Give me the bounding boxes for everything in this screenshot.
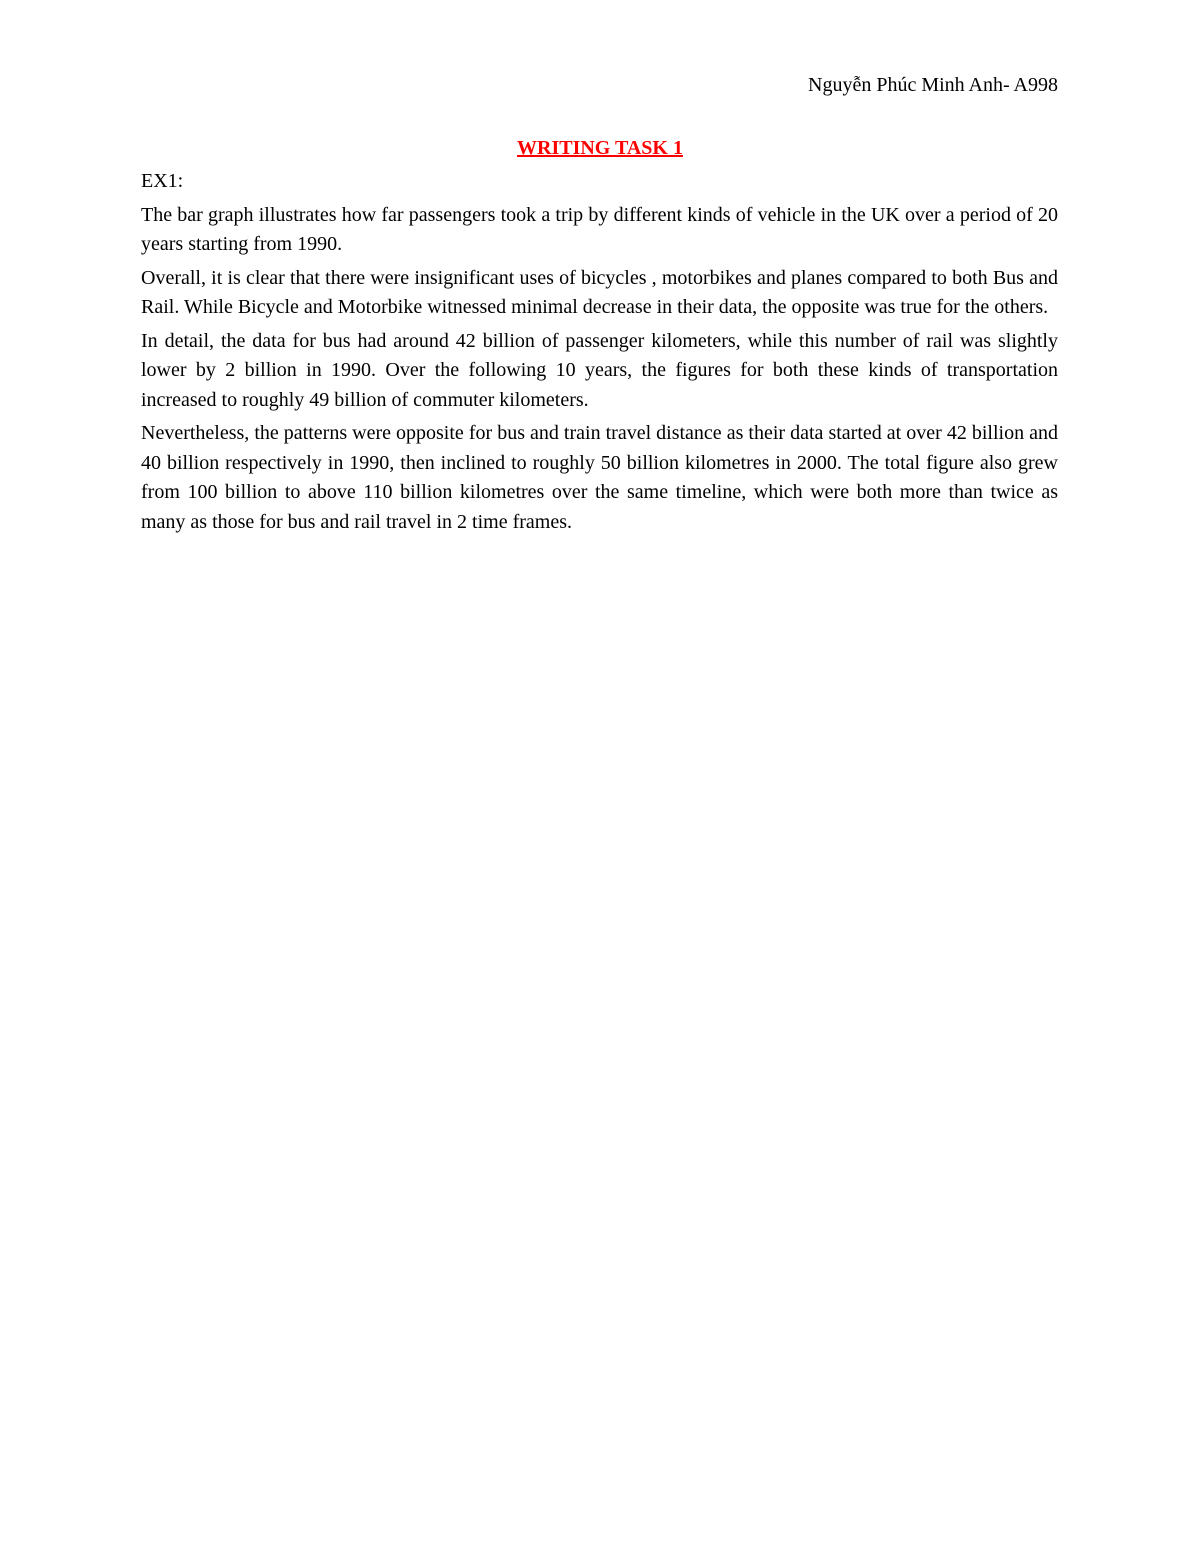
paragraph-overview: Overall, it is clear that there were insignificant uses of bicycles , motorbikes and planes compared to both Bus and Rail. While Bicycle and Motorbike witnessed minimal decrease in their data, the opposite was true for the others. <box>141 266 1058 318</box>
author-header: Nguyễn Phúc Minh Anh- A998 <box>808 74 1058 96</box>
paragraph-detail-2: Nevertheless, the patterns were opposite for bus and train travel distance as their data started at over 42 billion and 40 billion respectively in 1990, then inclined to roughly 50 billion kilometres in 2000. The total figure also grew from 100 billion to above 110 billion kilometres over the same timeline, which were both more than twice as many as those for bus and rail travel in 2 time frames. <box>141 422 1058 533</box>
paragraph-detail-1: In detail, the data for bus had around 42 billion of passenger kilometers, while this number of rail was slightly lower by 2 billion in 1990. Over the following 10 years, the figures for both these kinds of transportation increased to roughly 49 billion of commuter kilometers. <box>141 329 1058 411</box>
exercise-label: EX1: <box>141 170 184 192</box>
document-title: WRITING TASK 1 <box>517 137 683 159</box>
document-body <box>141 167 1058 541</box>
paragraph-intro: The bar graph illustrates how far passengers took a trip by different kinds of vehicle in the UK over a period of 20 years starting from 1990. <box>141 203 1058 255</box>
